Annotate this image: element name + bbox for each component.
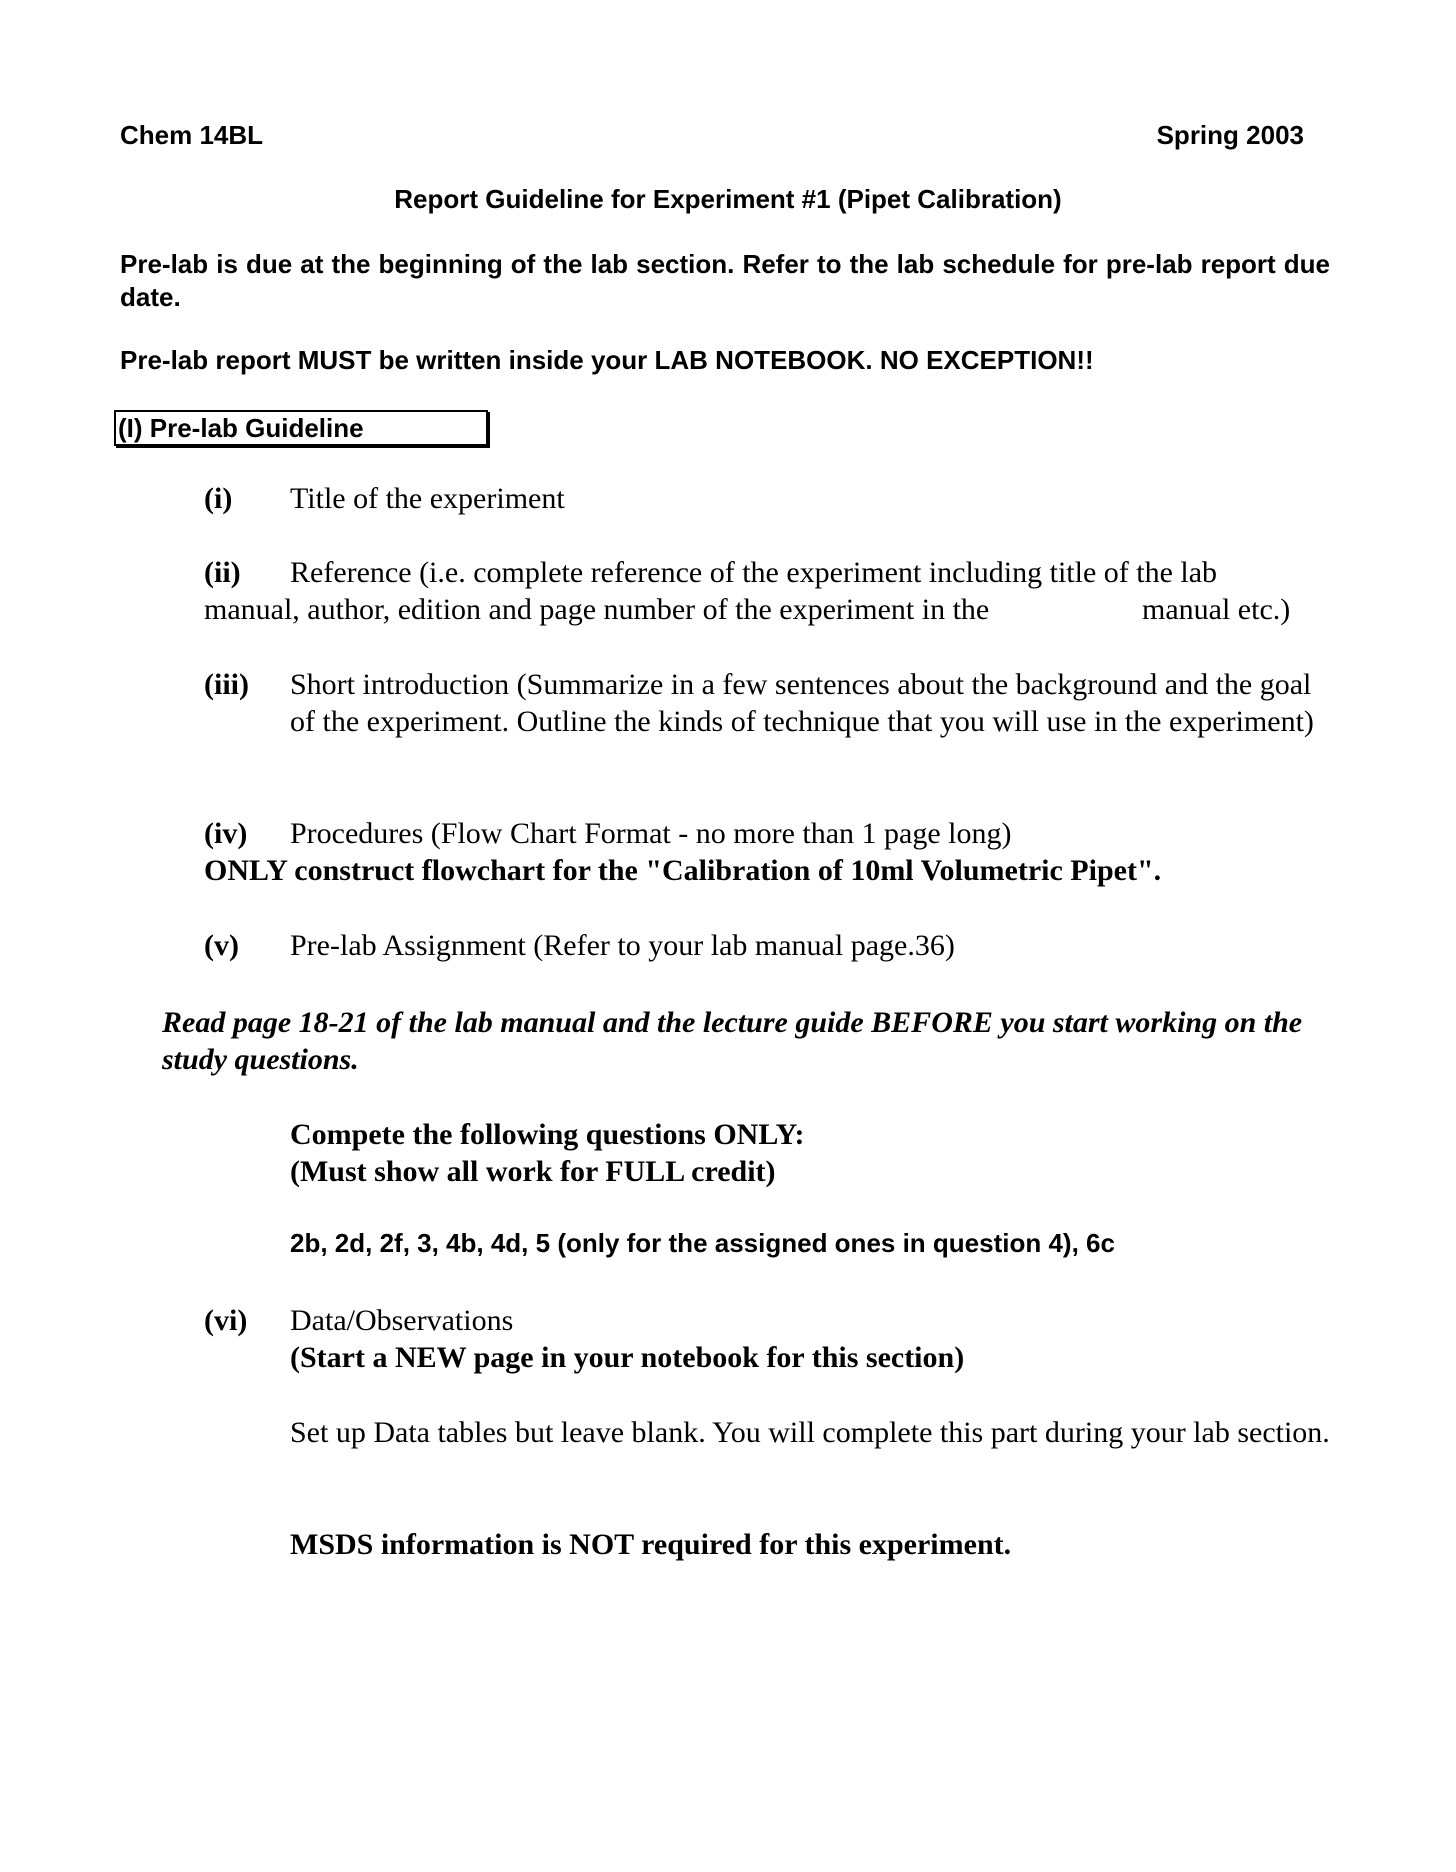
item-iv-text: Procedures (Flow Chart Format - no more than 1 page long) — [290, 817, 1012, 850]
course-name: Chem 14BL — [120, 120, 264, 150]
term-label: Spring 2003 — [1156, 120, 1304, 150]
questions-heading: Compete the following questions ONLY: — [290, 1118, 805, 1151]
item-v-text: Pre-lab Assignment (Refer to your lab manual page.36) — [290, 929, 955, 962]
item-iii-number: (iii) — [204, 668, 249, 701]
section-heading: (I) Pre-lab Guideline — [118, 413, 364, 443]
item-ii-text-line2-end: manual etc.) — [1142, 593, 1291, 626]
item-ii-number: (ii) — [204, 556, 241, 589]
item-vi-text: Data/Observations — [290, 1304, 514, 1337]
item-iv-number: (iv) — [204, 817, 248, 850]
item-v-number: (v) — [204, 929, 239, 962]
item-ii-text-line2: manual, author, edition and page number of the experiment in the — [204, 593, 990, 626]
question-list: 2b, 2d, 2f, 3, 4b, 4d, 5 (only for the assigned ones in question 4), 6c — [290, 1228, 1115, 1258]
item-vi-note: (Start a NEW page in your notebook for this section) — [290, 1341, 965, 1374]
reading-note: Read page 18-21 of the lab manual and the lecture guide BEFORE you start working on the study questions. — [162, 1006, 1303, 1076]
item-ii-text-line1: Reference (i.e. complete reference of the experiment including title of the lab — [290, 556, 1218, 589]
prelab-due-note: Pre-lab is due at the beginning of the lab section. Refer to the lab schedule for pre-lab report due date. — [120, 249, 1330, 312]
item-iii-text: Short introduction (Summarize in a few sentences about the background and the goal of the experiment. Outline the kinds of technique that you will use in the experiment) — [290, 668, 1314, 738]
document-title: Report Guideline for Experiment #1 (Pipet Calibration) — [394, 184, 1062, 214]
questions-subheading: (Must show all work for FULL credit) — [290, 1155, 776, 1188]
item-iv-flowchart-note: ONLY construct flowchart for the "Calibration of 10ml Volumetric Pipet". — [204, 854, 1162, 887]
item-i-text: Title of the experiment — [290, 482, 565, 515]
msds-note: MSDS information is NOT required for this experiment. — [290, 1528, 1012, 1561]
item-vi-number: (vi) — [204, 1304, 248, 1337]
notebook-note: Pre-lab report MUST be written inside your LAB NOTEBOOK. NO EXCEPTION!! — [120, 345, 1094, 375]
item-i-number: (i) — [204, 482, 233, 515]
data-table-note: Set up Data tables but leave blank. You will complete this part during your lab section. — [290, 1416, 1330, 1449]
